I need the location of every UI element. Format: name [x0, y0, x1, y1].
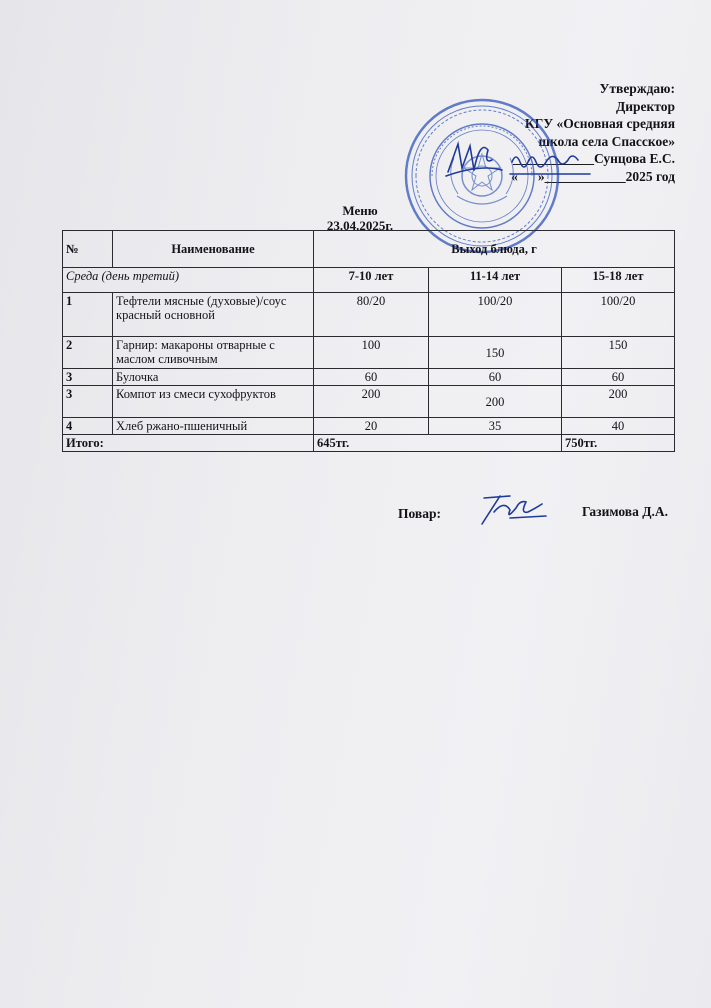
row-num: 1 [63, 293, 113, 337]
age-15-18: 15-18 лет [562, 268, 675, 293]
header-num: № [63, 231, 113, 268]
row-name: Тефтели мясные (духовые)/соус красный основной [113, 293, 314, 337]
table-row [63, 369, 675, 386]
age-11-14: 11-14 лет [429, 268, 562, 293]
row-yield-15-18: 150 [562, 337, 675, 369]
row-yield-15-18: 200 [562, 386, 675, 418]
row-num: 3 [63, 386, 113, 418]
approval-line-director: Директор [615, 98, 675, 114]
row-name: Компот из смеси сухофруктов [113, 386, 314, 418]
row-yield-11-14: 60 [429, 369, 562, 386]
row-yield-7-10: 100 [314, 337, 429, 369]
menu-title [300, 203, 420, 233]
row-yield-15-18: 60 [562, 369, 675, 386]
total-row [63, 435, 675, 452]
row-num: 2 [63, 337, 113, 369]
row-yield-7-10: 80/20 [314, 293, 429, 337]
director-signature-icon [440, 130, 610, 190]
row-yield-11-14: 150 [429, 337, 562, 369]
approval-line-org: КГУ «Основная средняя [524, 116, 675, 131]
age-7-10: 7-10 лет [314, 268, 429, 293]
approval-line-name: ____________Сунцова Е.С. [512, 151, 675, 166]
menu-title-word: Меню [342, 203, 378, 218]
table-row [63, 386, 675, 418]
approval-line-approve: Утверждаю: [599, 81, 675, 96]
row-yield-7-10: 200 [314, 386, 429, 418]
day-label: Среда (день третий) [63, 268, 314, 293]
row-yield-7-10: 20 [314, 418, 429, 435]
row-yield-7-10: 60 [314, 369, 429, 386]
table-header-row [63, 231, 675, 268]
cook-label: Повар: [398, 506, 441, 521]
table-subheader-row [63, 268, 675, 293]
row-name: Гарнир: макароны отварные с маслом сливочным [113, 337, 314, 369]
table-row [63, 293, 675, 337]
row-num: 3 [63, 369, 113, 386]
menu-date: 23.04.2025г. [326, 218, 394, 233]
approval-line-school: школа села Спасское» [538, 133, 675, 149]
table-row [63, 418, 675, 435]
header-name: Наименование [113, 231, 314, 268]
total-label: Итого: [63, 435, 314, 452]
row-yield-15-18: 100/20 [562, 293, 675, 337]
approval-line-date: « »____________2025 год [511, 168, 675, 184]
row-yield-11-14: 100/20 [429, 293, 562, 337]
cook-signature-icon [470, 488, 550, 528]
row-yield-15-18: 40 [562, 418, 675, 435]
header-yield: Выход блюда, г [314, 231, 675, 268]
menu-table [62, 230, 675, 452]
row-yield-11-14: 200 [429, 386, 562, 418]
approval-year: 2025 год [625, 168, 675, 184]
table-row [63, 337, 675, 369]
director-name: Сунцова Е.С. [593, 151, 675, 166]
total-price-2: 750тг. [562, 435, 675, 452]
row-yield-11-14: 35 [429, 418, 562, 435]
total-price-1: 645тг. [314, 435, 562, 452]
row-name: Хлеб ржано-пшеничный [113, 418, 314, 435]
cook-name: Газимова Д.А. [582, 504, 668, 519]
row-num: 4 [63, 418, 113, 435]
row-name: Булочка [113, 369, 314, 386]
